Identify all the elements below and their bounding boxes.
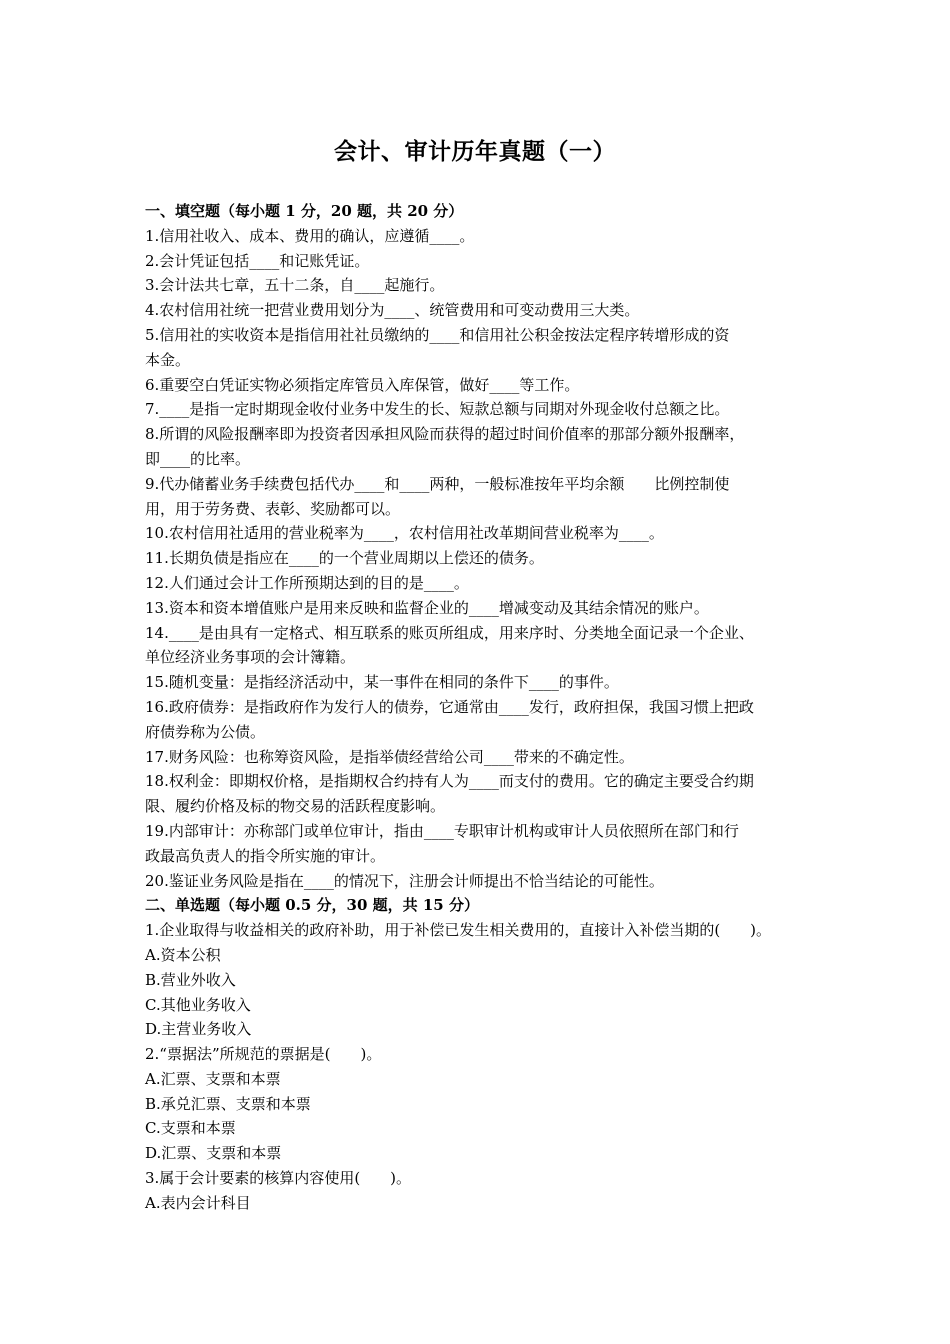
question-line: 20.鉴证业务风险是指在____的情况下，注册会计师提出不恰当结论的可能性。 xyxy=(145,871,664,890)
question-line: 1.信用社收入、成本、费用的确认，应遵循____。 xyxy=(145,226,475,245)
section-heading-fill-in-blank: 一、填空题（每小题 1 分，20 题，共 20 分） xyxy=(145,202,464,220)
document-body xyxy=(145,199,813,1216)
question-line: 2.会计凭证包括____和记账凭证。 xyxy=(145,251,370,270)
question-line: 16.政府债券：是指政府作为发行人的债券，它通常由____发行，政府担保，我国习惯上把政 xyxy=(145,697,754,716)
answer-option: B.承兑汇票、支票和本票 xyxy=(145,1094,311,1113)
answer-option: C.支票和本票 xyxy=(145,1119,236,1138)
answer-option: A.资本公积 xyxy=(145,945,221,964)
question-line: 2.“票据法”所规范的票据是( )。 xyxy=(145,1045,382,1064)
question-line: 14.____是由具有一定格式、相互联系的账页所组成，用来序时、分类地全面记录一个企业、 xyxy=(145,623,754,642)
question-line-continued: 单位经济业务事项的会计簿籍。 xyxy=(145,648,356,667)
question-line: 8.所谓的风险报酬率即为投资者因承担风险而获得的超过时间价值率的那部分额外报酬率， xyxy=(145,425,745,444)
answer-option: C.其他业务收入 xyxy=(145,995,251,1014)
question-line-continued: 用，用于劳务费、表彰、奖励都可以。 xyxy=(145,499,401,518)
question-line: 6.重要空白凭证实物必须指定库管员入库保管，做好____等工作。 xyxy=(145,375,580,394)
answer-option: A.汇票、支票和本票 xyxy=(145,1069,281,1088)
question-line: 13.资本和资本增值账户是用来反映和监督企业的____增减变动及其结余情况的账户。 xyxy=(145,598,709,617)
question-line: 12.人们通过会计工作所预期达到的目的是____。 xyxy=(145,573,469,592)
question-line: 17.财务风险：也称筹资风险，是指举债经营给公司____带来的不确定性。 xyxy=(145,747,634,766)
question-line: 7.____是指一定时期现金收付业务中发生的长、短款总额与同期对外现金收付总额之比。 xyxy=(145,400,730,419)
question-line-continued: 即____的比率。 xyxy=(145,449,251,468)
question-line: 4.农村信用社统一把营业费用划分为____、统管费用和可变动费用三大类。 xyxy=(145,301,640,320)
question-line-continued: 限、履约价格及标的物交易的活跃程度影响。 xyxy=(145,797,446,816)
answer-option: D.主营业务收入 xyxy=(145,1020,252,1039)
question-line: 10.农村信用社适用的营业税率为____，农村信用社改革期间营业税率为____。 xyxy=(145,524,664,543)
section-heading-single-choice: 二、单选题（每小题 0.5 分，30 题，共 15 分） xyxy=(145,896,479,915)
question-line: 19.内部审计：亦称部门或单位审计，指由____专职审计机构或审计人员依照所在部门和行 xyxy=(145,821,739,840)
question-line: 18.权利金：即期权价格，是指期权合约持有人为____而支付的费用。它的确定主要受合约期 xyxy=(145,772,754,791)
question-line-continued: 府债券称为公债。 xyxy=(145,722,266,741)
question-line: 9.代办储蓄业务手续费包括代办____和____两种，一般标准按年平均余额 比例控制使 xyxy=(145,474,730,493)
question-line-continued: 本金。 xyxy=(145,350,191,369)
question-line: 11.长期负债是指应在____的一个营业周期以上偿还的债务。 xyxy=(145,549,544,568)
answer-option: D.汇票、支票和本票 xyxy=(145,1144,282,1163)
answer-option: A.表内会计科目 xyxy=(145,1193,251,1212)
question-line: 3.属于会计要素的核算内容使用( )。 xyxy=(145,1169,412,1188)
question-line: 1.企业取得与收益相关的政府补助，用于补偿已发生相关费用的，直接计入补偿当期的( )。 xyxy=(145,921,772,940)
document-title: 会计、审计历年真题（一） xyxy=(334,138,616,165)
answer-option: B.营业外收入 xyxy=(145,970,236,989)
question-line: 15.随机变量：是指经济活动中，某一事件在相同的条件下____的事件。 xyxy=(145,673,619,692)
question-line: 3.会计法共七章，五十二条，自____起施行。 xyxy=(145,276,445,295)
question-line: 5.信用社的实收资本是指信用社社员缴纳的____和信用社公积金按法定程序转增形成的资 xyxy=(145,325,730,344)
question-line-continued: 政最高负责人的指令所实施的审计。 xyxy=(145,846,386,865)
